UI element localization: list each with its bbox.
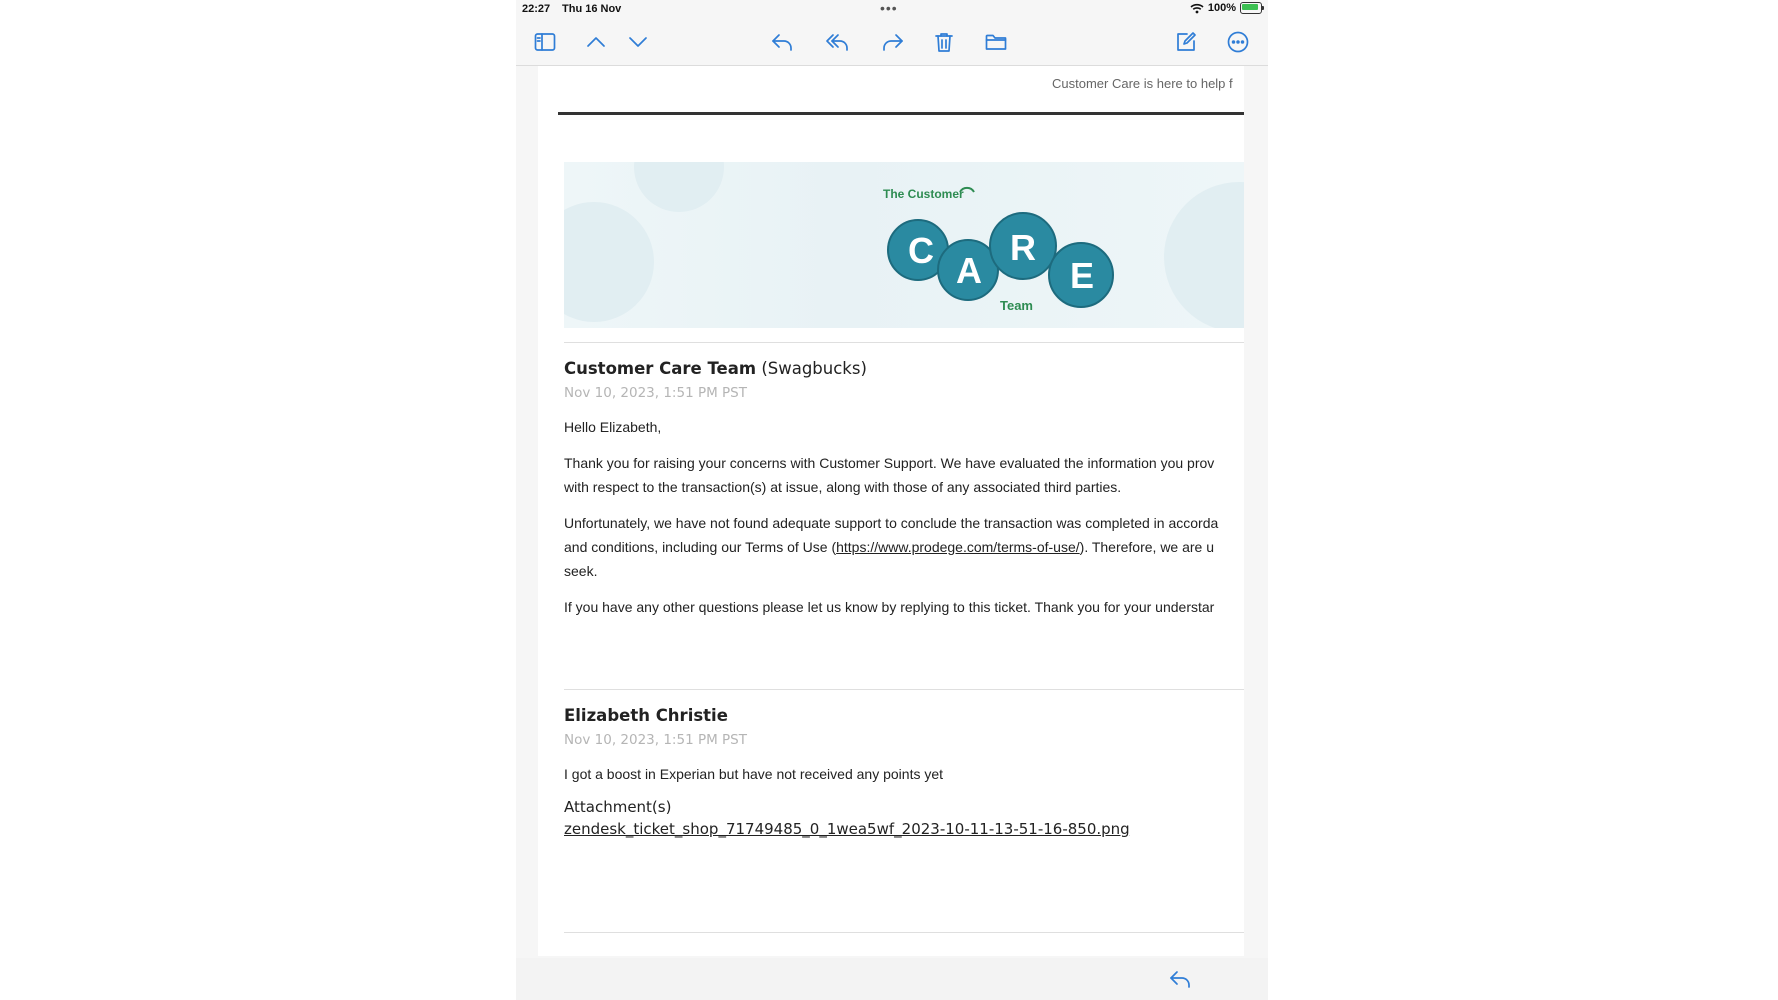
bottom-bar xyxy=(516,958,1268,1000)
sender-line xyxy=(564,359,1244,378)
status-bar xyxy=(516,0,1268,20)
attachment-link[interactable]: zendesk_ticket_shop_71749485_0_1wea5wf_2023-10-11-13-51-16-850.png xyxy=(564,820,1130,838)
customer-care-banner xyxy=(564,162,1244,328)
more-icon[interactable] xyxy=(1224,28,1252,56)
battery-icon xyxy=(1240,2,1262,14)
header-divider xyxy=(558,112,1244,115)
logo-bottom-text: Team xyxy=(1000,298,1033,313)
thread-separator xyxy=(564,932,1244,933)
status-time: 22:27 xyxy=(522,3,551,15)
chevron-up-icon[interactable] xyxy=(582,28,610,56)
sidebar-icon[interactable] xyxy=(531,28,559,56)
paragraph-1-line-2: with respect to the transaction(s) at issue, along with those of any associated third parties. xyxy=(564,479,1122,495)
message-timestamp: Nov 10, 2023, 1:51 PM PST xyxy=(564,385,747,401)
paragraph-2-line-1: Unfortunately, we have not found adequate support to conclude the transaction was completed in accorda xyxy=(564,515,1219,531)
message-1 xyxy=(564,342,1244,619)
paragraph-3: If you have any other questions please let us know by replying to this ticket. Thank you for your understar xyxy=(564,599,1215,615)
reply-icon[interactable] xyxy=(1166,965,1194,993)
reply-icon[interactable] xyxy=(768,28,796,56)
paragraph-2-line-2: and conditions, including our Terms of Use (https://www.prodege.com/terms-of-use/). Therefore, we are u xyxy=(564,539,1215,555)
reply-all-icon[interactable] xyxy=(823,28,851,56)
battery-percent: 100% xyxy=(1207,2,1236,14)
multitasking-dots[interactable]: ••• xyxy=(880,0,898,16)
message-text: I got a boost in Experian but have not received any points yet xyxy=(564,766,944,782)
logo-letter-c: C xyxy=(908,230,934,271)
sender-name: Customer Care Team xyxy=(564,359,757,378)
mail-toolbar xyxy=(516,20,1268,66)
terms-of-use-link[interactable]: https://www.prodege.com/terms-of-use/ xyxy=(836,539,1080,555)
greeting: Hello Elizabeth, xyxy=(564,419,662,435)
email-preheader: Customer Care is here to help f xyxy=(1052,76,1233,91)
chevron-down-icon[interactable] xyxy=(624,28,652,56)
sender-org: (Swagbucks) xyxy=(761,359,867,378)
paragraph-2-line-3: seek. xyxy=(564,563,598,579)
sender-name: Elizabeth Christie xyxy=(564,706,728,725)
message-2 xyxy=(564,689,1244,839)
paragraph-1-line-1: Thank you for raising your concerns with Customer Support. We have evaluated the information you prov xyxy=(564,455,1215,471)
logo-letter-r: R xyxy=(1010,227,1036,268)
status-date: Thu 16 Nov xyxy=(562,3,622,15)
logo-letter-a: A xyxy=(956,250,982,291)
logo-letter-e: E xyxy=(1070,255,1095,296)
compose-icon[interactable] xyxy=(1172,28,1200,56)
thread-end xyxy=(564,932,1244,933)
folder-icon[interactable] xyxy=(982,28,1010,56)
wifi-icon xyxy=(1190,3,1204,14)
status-right xyxy=(1190,2,1262,14)
message-body[interactable] xyxy=(538,66,1244,956)
message-timestamp: Nov 10, 2023, 1:51 PM PST xyxy=(564,732,747,748)
forward-icon[interactable] xyxy=(879,28,907,56)
customer-care-team-logo xyxy=(882,178,1122,318)
ipad-screen xyxy=(516,0,1268,1000)
trash-icon[interactable] xyxy=(930,28,958,56)
sender-line xyxy=(564,706,1244,725)
attachments-label: Attachment(s) xyxy=(564,798,672,816)
logo-top-text: The Customer xyxy=(883,187,964,201)
